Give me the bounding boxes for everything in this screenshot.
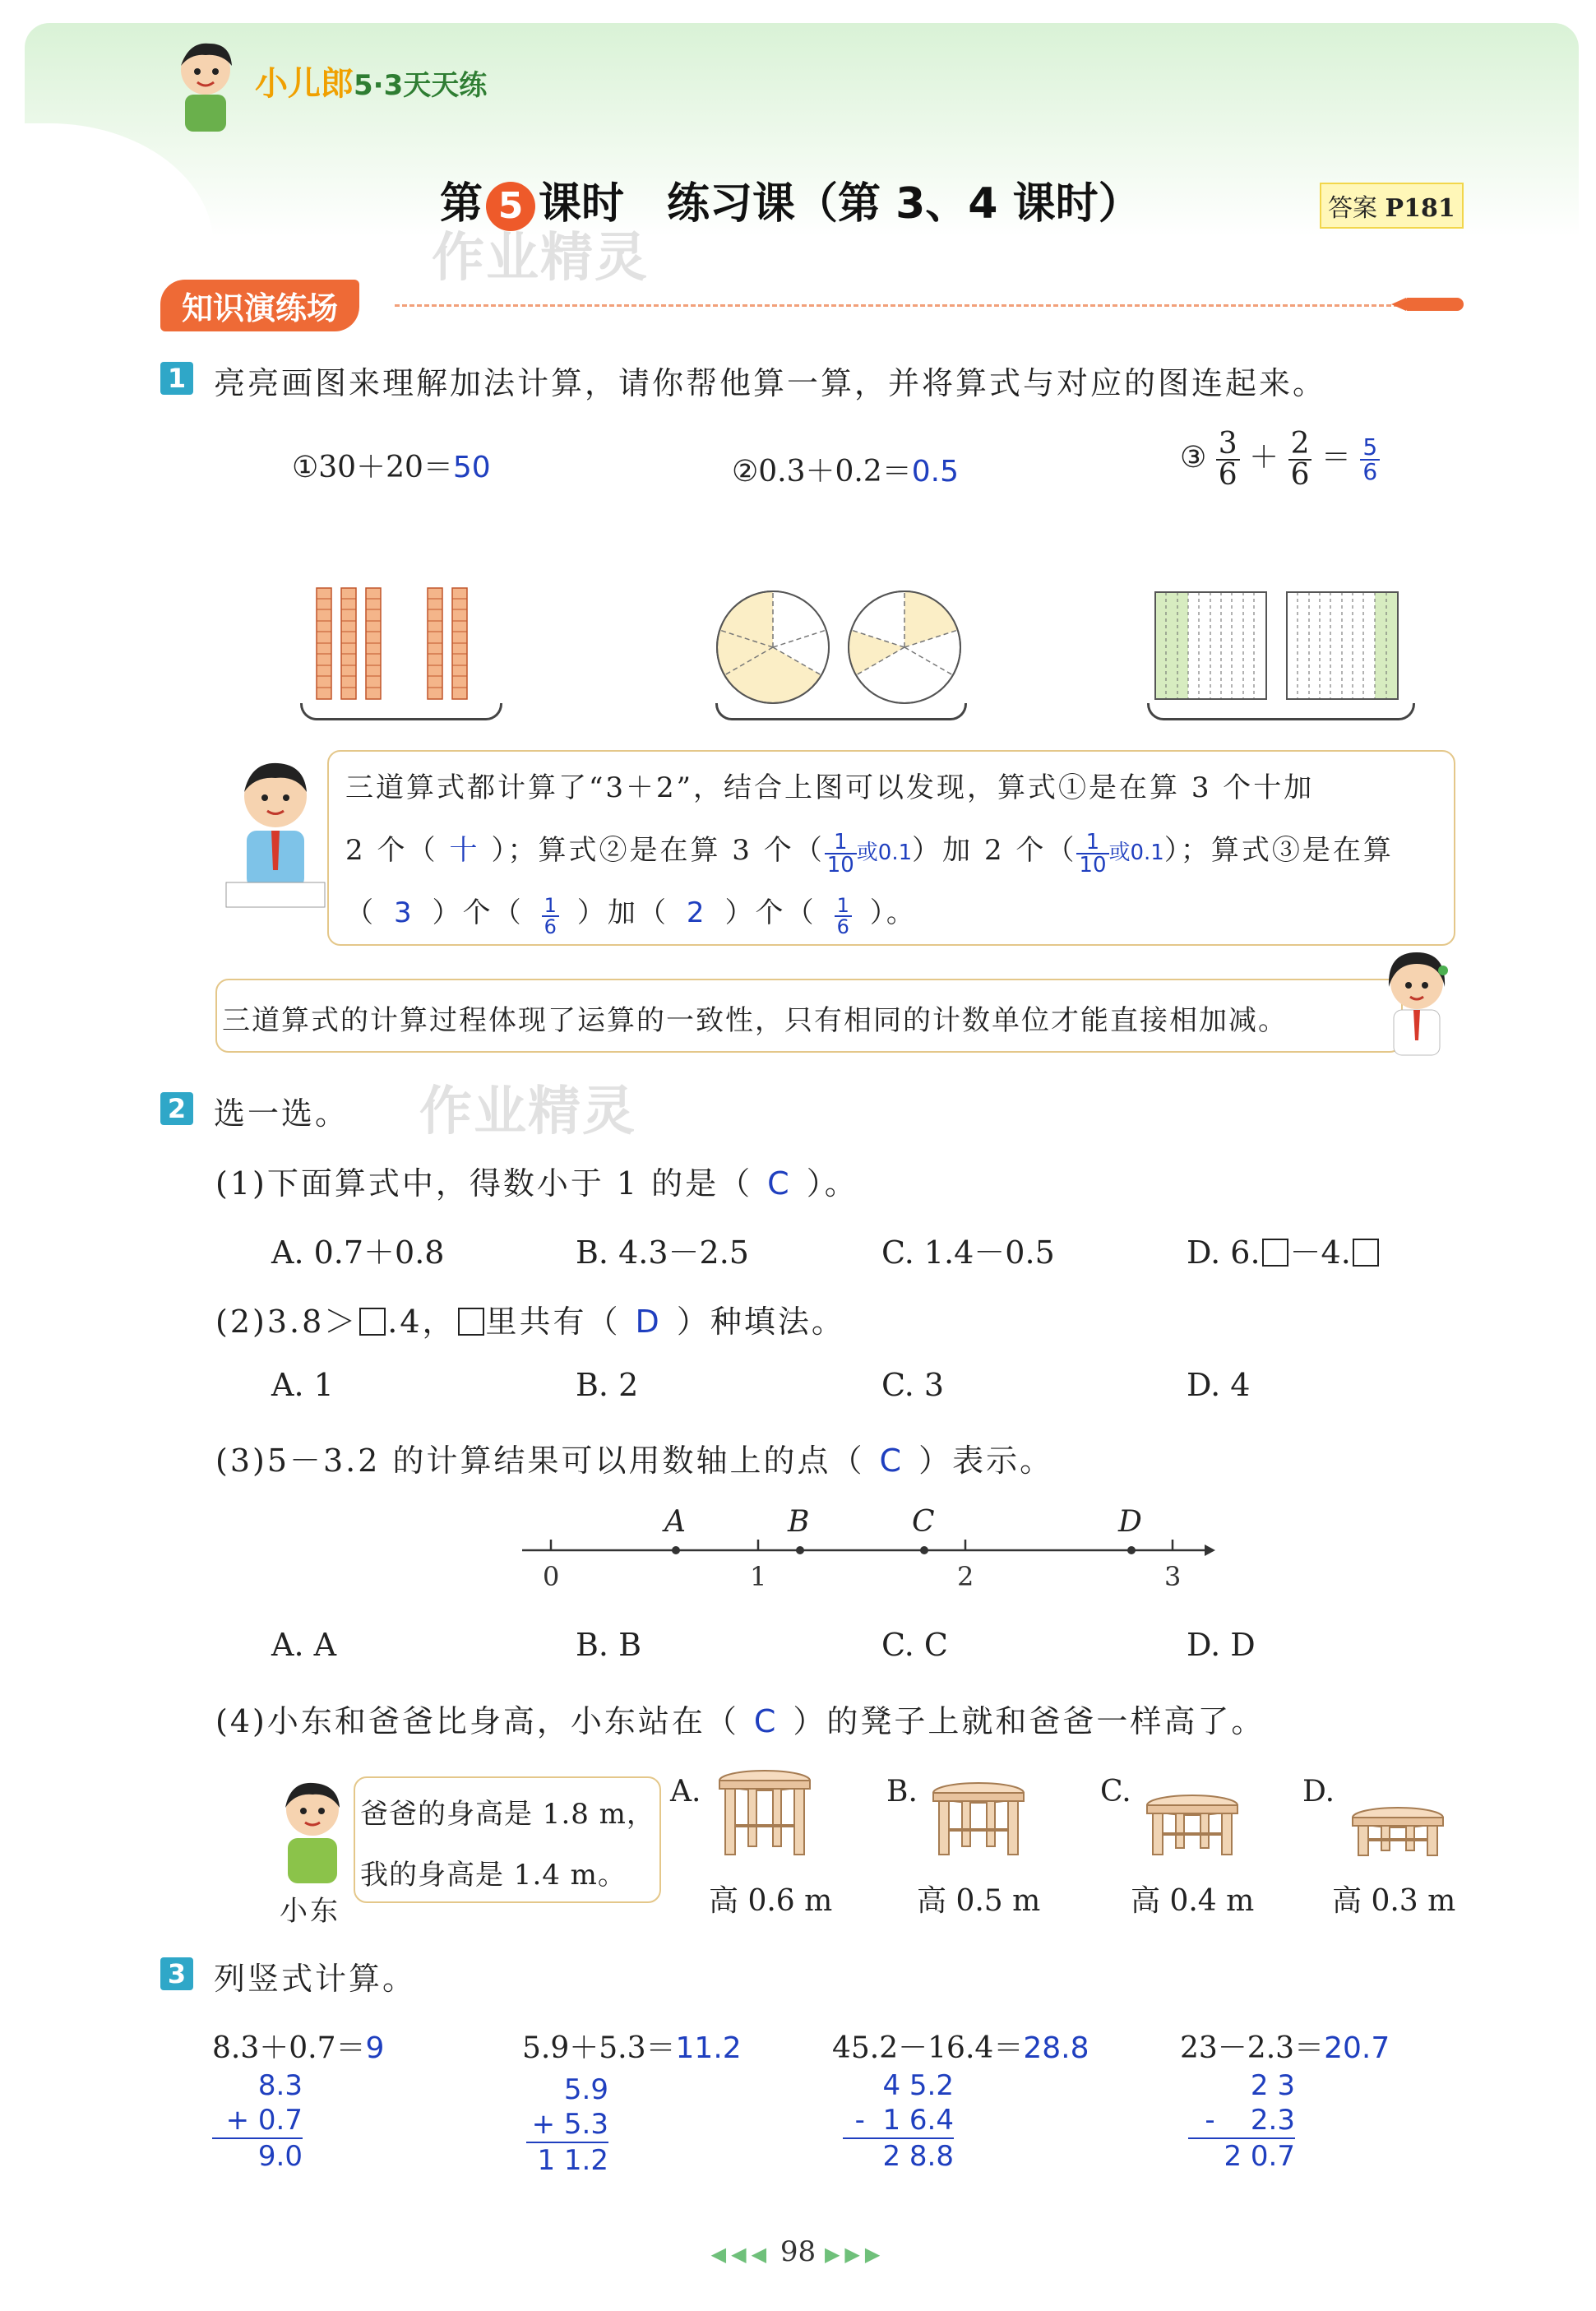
- stool-b-icon: [929, 1781, 1028, 1859]
- watermark: 作业精灵: [432, 228, 649, 289]
- point-a: [672, 1546, 680, 1554]
- q2-sub2-stem: (2)3.8＞ .4， 里共有（ D ）种填法。: [215, 1304, 845, 1340]
- bubble1-line2: 2 个（ 十 ）；算式②是在算 3 个（ $\frac{1}{10}$ 或0.1）加 2 个（ $\frac{1}{10}$ 或0.1）；算式③是在算: [345, 829, 1394, 878]
- stool-b-height: 高 0.5 m: [917, 1884, 1041, 1918]
- q1-equation-2: ②0.3＋0.2＝0.5: [732, 455, 960, 489]
- q2-prompt: 选一选。: [214, 1095, 349, 1132]
- blank-box-icon: [1353, 1239, 1379, 1267]
- bubble1-line3: （ 3 ）个（ $\frac{1}{6}$ ）加（ 2 ）个（ $\frac{1}{6}$ ）。: [345, 894, 917, 938]
- axis-point-a-label: A: [664, 1505, 686, 1539]
- point-c: [920, 1546, 928, 1554]
- xiaodong-boy-icon: [267, 1776, 358, 1896]
- stool-a-icon: [715, 1768, 814, 1859]
- q2-sub1-option-d: D. 6. －4.: [1187, 1227, 1381, 1272]
- q2-sub3-option-c: C. C: [881, 1627, 948, 1663]
- axis-tick-1: 1: [750, 1561, 767, 1592]
- girl-student-icon: [1377, 946, 1455, 1061]
- stool-c-height: 高 0.4 m: [1131, 1884, 1255, 1918]
- blank-box-icon: [359, 1308, 386, 1336]
- q3-equation-1: 8.3＋0.7＝9: [212, 2031, 385, 2065]
- grid-squares-picture: [1151, 588, 1406, 703]
- vertical-calc-4: 2 3 - 2.3 2 0.7: [1188, 2068, 1295, 2174]
- q2-sub2-option-a: A. 1: [271, 1367, 334, 1403]
- q2-sub3-option-a: A. A: [271, 1627, 337, 1663]
- point-b: [796, 1546, 804, 1554]
- axis-point-b-label: B: [788, 1505, 810, 1539]
- boy-student-icon: [222, 755, 329, 919]
- q2-sub1-option-a: A. 0.7＋0.8: [271, 1234, 445, 1271]
- stool-d-label: D.: [1302, 1775, 1335, 1809]
- blank-box-icon: [458, 1308, 484, 1336]
- q1-equation-1: ①30＋20＝50: [292, 451, 491, 484]
- stool-c-label: C.: [1100, 1775, 1131, 1809]
- page-footer: [0, 2235, 1596, 2268]
- q1-prompt: 亮亮画图来理解加法计算，请你帮他算一算，并将算式与对应的图连起来。: [214, 365, 1327, 401]
- axis-tick-2: 2: [957, 1561, 974, 1592]
- blank-box-icon: [1262, 1239, 1288, 1267]
- q2-sub4-stem: (4)小东和爸爸比身高，小东站在（ C ）的凳子上就和爸爸一样高了。: [215, 1703, 1265, 1739]
- q2-sub2-option-b: B. 2: [576, 1367, 639, 1403]
- stool-b-label: B.: [886, 1775, 918, 1809]
- vertical-calc-2: 5.9 + 5.3 1 1.2: [526, 2072, 608, 2178]
- q3-prompt: 列竖式计算。: [214, 1961, 417, 1997]
- left-arrows-icon: ◀◀◀: [710, 2243, 772, 2266]
- question-number-3: 3: [160, 1957, 193, 1990]
- pencil-icon: [1406, 298, 1464, 311]
- q2-sub1-option-b: B. 4.3－2.5: [576, 1234, 749, 1271]
- axis-point-d-label: D: [1118, 1505, 1142, 1539]
- mascot-icon: [164, 37, 247, 136]
- stool-c-icon: [1143, 1793, 1242, 1859]
- pie-circles-picture: [715, 588, 962, 707]
- axis-tick-3: 3: [1164, 1561, 1182, 1592]
- stool-d-height: 高 0.3 m: [1332, 1884, 1456, 1918]
- q3-equation-4: 23－2.3＝20.7: [1180, 2031, 1390, 2065]
- page-number: 98: [779, 2235, 817, 2268]
- q3-equation-3: 45.2－16.4＝28.8: [832, 2031, 1089, 2065]
- bubble2-text: 三道算式的计算过程体现了运算的一致性，只有相同的计数单位才能直接相加减。: [222, 1004, 1288, 1037]
- q2-sub1-stem: (1)下面算式中，得数小于 1 的是（ C ）。: [215, 1165, 858, 1202]
- q1-equation-3: ③ $\frac{3}{6}$ ＋ $\frac{2}{6}$ ＝ $\frac{5}{6}$: [1180, 429, 1380, 490]
- xiaodong-bubble-line1: 爸爸的身高是 1.8 m，: [360, 1798, 655, 1831]
- q2-sub3-option-b: B. B: [576, 1627, 642, 1663]
- axis-point-c-label: C: [912, 1505, 935, 1539]
- xiaodong-bubble-line2: 我的身高是 1.4 m。: [360, 1859, 627, 1892]
- brand-logo: 小儿郎5·3天天练: [255, 65, 488, 103]
- number-line: [518, 1530, 1217, 1571]
- vertical-calc-3: 4 5.2 - 1 6.4 2 8.8: [843, 2068, 954, 2174]
- answer-reference: 答案 P181: [1320, 183, 1464, 229]
- q2-sub2-option-c: C. 3: [881, 1367, 945, 1403]
- lesson-title: 第 5 课时 练习课（第 3、4 课时）: [440, 169, 1141, 231]
- watermark-2: 作业精灵: [419, 1081, 636, 1142]
- brace-1: [300, 703, 502, 720]
- xiaodong-name: 小东: [280, 1895, 340, 1928]
- section-divider: [395, 304, 1406, 307]
- vertical-calc-1: 8.3 + 0.7 9.0: [212, 2068, 303, 2174]
- q2-sub3-stem: (3)5－3.2 的计算结果可以用数轴上的点（ C ）表示。: [215, 1443, 1054, 1479]
- stool-d-icon: [1349, 1805, 1447, 1859]
- q2-sub3-option-d: D. D: [1187, 1627, 1256, 1663]
- point-d: [1127, 1546, 1136, 1554]
- brace-3: [1147, 703, 1415, 720]
- tens-rods-picture: [308, 584, 489, 703]
- q2-sub2-option-d: D. 4: [1187, 1367, 1251, 1403]
- q3-equation-2: 5.9＋5.3＝11.2: [522, 2031, 742, 2065]
- lesson-number-badge: 5: [486, 182, 535, 231]
- stool-a-height: 高 0.6 m: [709, 1884, 833, 1918]
- bubble1-line1: 三道算式都计算了“3＋2”，结合上图可以发现，算式①是在算 3 个十加: [345, 771, 1315, 804]
- section-title: 知识演练场: [160, 280, 359, 331]
- right-arrows-icon: ▶▶▶: [824, 2243, 886, 2266]
- question-number-1: 1: [160, 362, 193, 395]
- axis-tick-0: 0: [543, 1561, 560, 1592]
- brace-2: [715, 703, 967, 720]
- question-number-2: 2: [160, 1092, 193, 1125]
- q2-sub1-option-c: C. 1.4－0.5: [881, 1234, 1055, 1271]
- stool-a-label: A.: [670, 1775, 701, 1809]
